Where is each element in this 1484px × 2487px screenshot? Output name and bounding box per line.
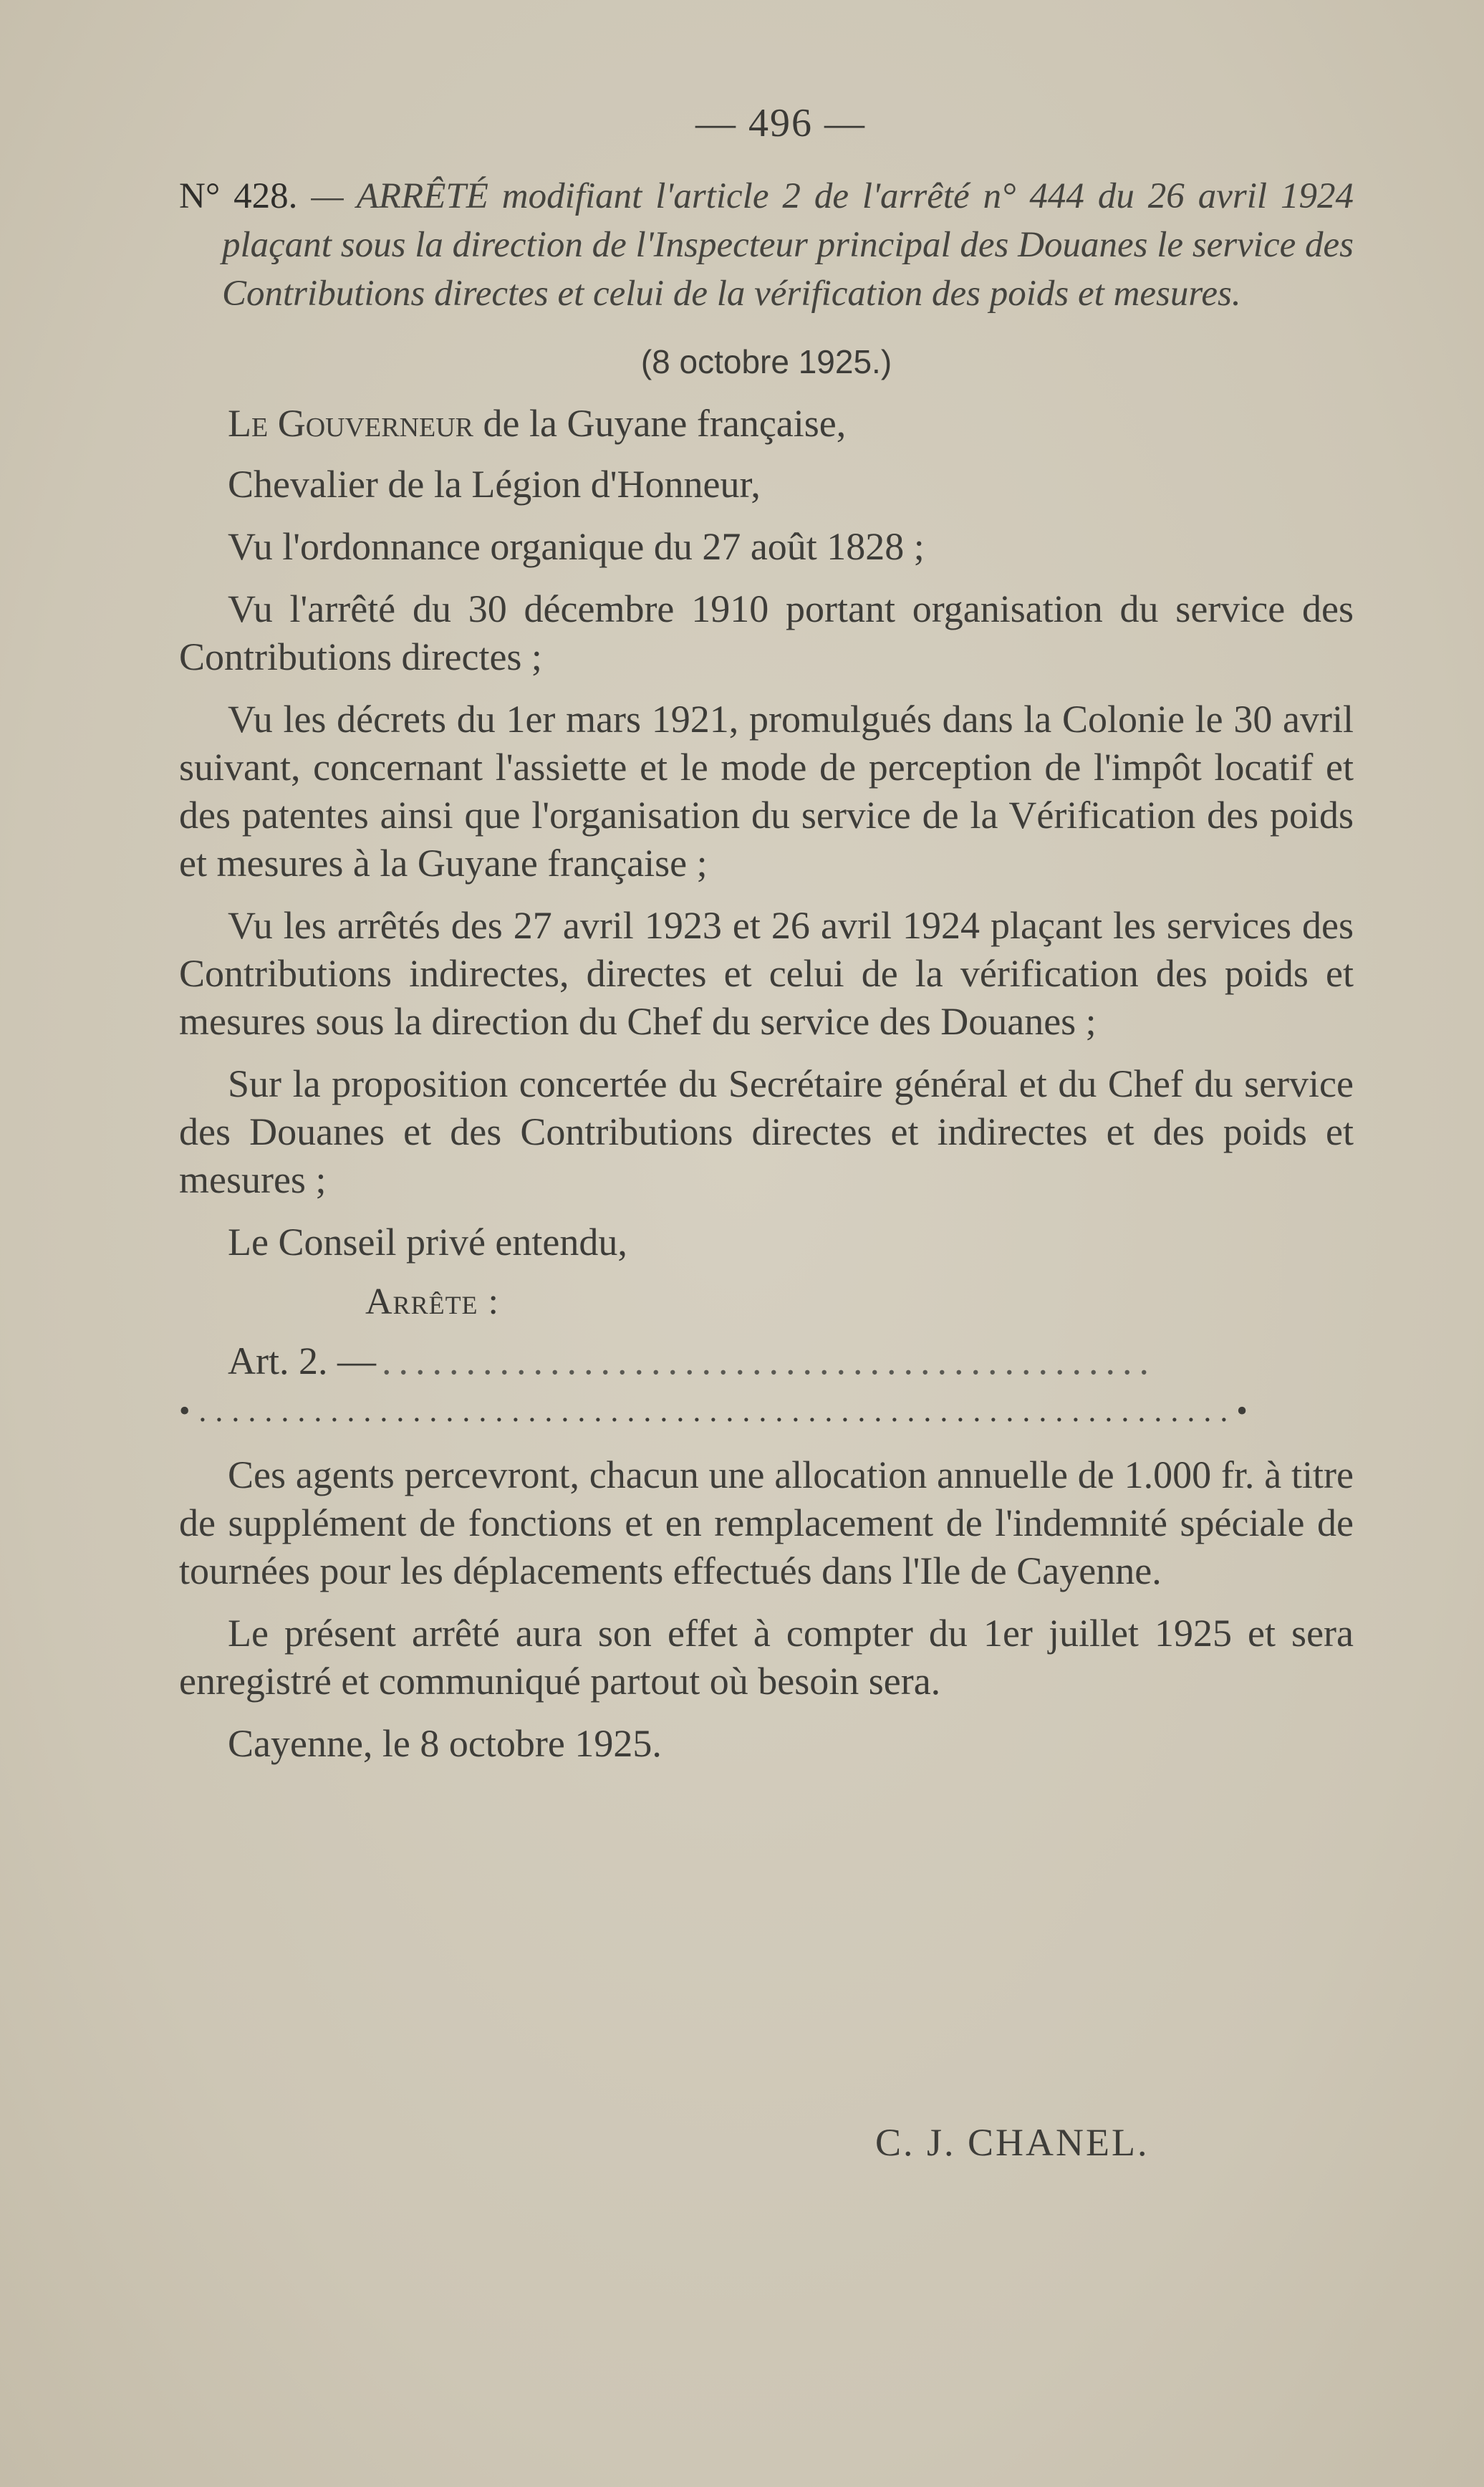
decree-title-text: — ARRÊTÉ modifiant l'article 2 de l'arrêté n° 444 du 26 avril 1924 plaçant sous la direction de l'Inspecteur principal des Douanes le service des Contributions directes et celui de la vérification des poids et mesures. <box>222 176 1354 314</box>
chevalier-line: Chevalier de la Légion d'Honneur, <box>228 463 761 506</box>
document-content <box>179 100 1354 1782</box>
gouverneur-line <box>179 400 1354 448</box>
vu-arrete-1910: Vu l'arrêté du 30 décembre 1910 portant organisation du service des Contributions directes ; <box>179 587 1354 678</box>
conseil-prive: Le Conseil privé entendu, <box>228 1221 627 1264</box>
gouverneur-rest: de la Guyane française, <box>473 402 847 445</box>
present-arrete-paragraph: Le présent arrêté aura son effet à compter du 1er juillet 1925 et sera enregistré et communiqué partout où besoin sera. <box>179 1612 1354 1703</box>
article-2-label: Art. 2. — <box>228 1339 376 1382</box>
signature: C. J. CHANEL. <box>875 2121 1150 2164</box>
agents-paragraph: Ces agents percevront, chacun une allocation annuelle de 1.000 fr. à titre de supplément de fonctions et en remplacement de l'indemnité spéciale de tournées pour les déplacements effectués dans l'Ile de Cayenne. <box>179 1453 1354 1592</box>
elision-dot-line: •...............................................................• <box>179 1393 1256 1428</box>
place-date-line: Cayenne, le 8 octobre 1925. <box>228 1722 662 1765</box>
sur-proposition: Sur la proposition concertée du Secrétaire général et du Chef du service des Douanes et des Contributions directes et indirectes et des poids et mesures ; <box>179 1062 1354 1201</box>
decree-date: (8 octobre 1925.) <box>640 343 892 380</box>
vu-ordonnance: Vu l'ordonnance organique du 27 août 1828 ; <box>228 525 925 568</box>
article-2-dots: .............................................. <box>381 1339 1156 1382</box>
decree-title <box>179 172 1354 318</box>
decree-number: N° 428. <box>179 176 298 216</box>
vu-arretes-1923-1924: Vu les arrêtés des 27 avril 1923 et 26 avril 1924 plaçant les services des Contributions indirectes, directes et celui de la vérification des poids et mesures sous la direction du Chef du service des Douanes ; <box>179 904 1354 1043</box>
arrete-heading: Arrête : <box>365 1281 499 1322</box>
gouverneur-title: Le Gouverneur <box>228 402 474 445</box>
page-number: — 496 — <box>695 101 866 145</box>
article-2-line <box>179 1337 1354 1385</box>
vu-decrets-1921: Vu les décrets du 1er mars 1921, promulgués dans la Colonie le 30 avril suivant, concernant l'assiette et le mode de perception de l'impôt locatif et des patentes ainsi que l'organisation du service de la Vérification des poids et mesures à la Guyane française ; <box>179 698 1354 885</box>
